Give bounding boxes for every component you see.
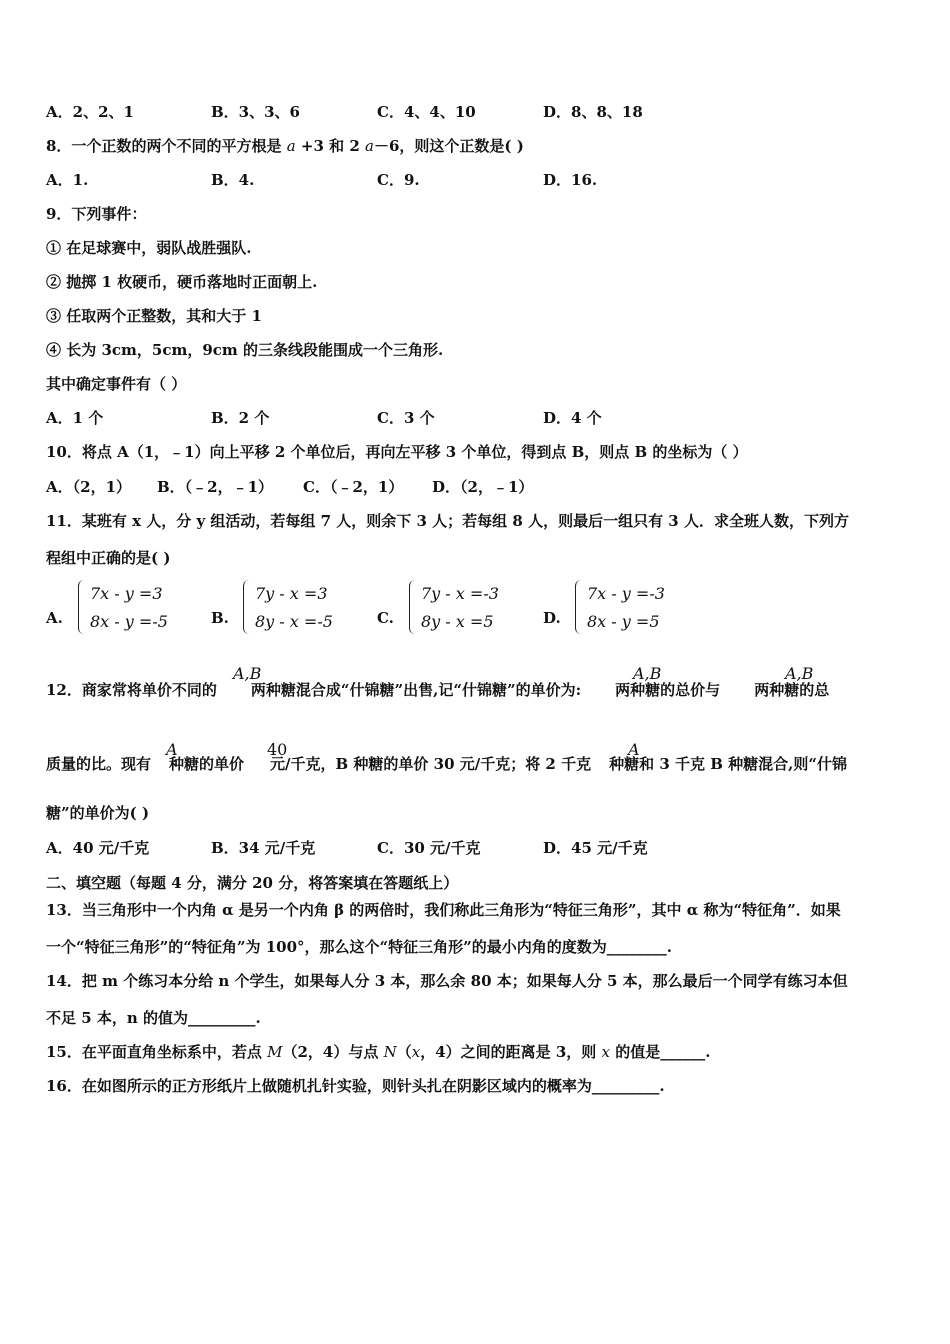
q11-option-b-label: B. (211, 609, 229, 627)
q12-ab-2: A,B (633, 664, 662, 683)
q11-option-c-system: 7y - x =-3 8y - x =5 (409, 580, 487, 636)
q12-option-a: A．40 元/千克 (46, 839, 150, 857)
q10-stem: 10．将点 A（1，﹣1）向上平移 2 个单位后，再向左平移 3 个单位，得到点 B，则点 B 的坐标为（ ） (46, 443, 748, 461)
q11-option-c-label: C. (377, 609, 394, 627)
q9-item-2: ② 抛掷 1 枚硬币，硬币落地时正面朝上. (46, 273, 318, 291)
q12-line1: 12．商家常将单价不同的 两种糖混合成“什锦糖”出售,记“什锦糖”的单价为: 两种糖的总价与 两种糖的总 (46, 681, 830, 699)
q9-item-3: ③ 任取两个正整数，其和大于 1 (46, 307, 262, 325)
q11-stem-line2: 程组中正确的是( ) (46, 549, 171, 567)
q8-option-d: D．16. (543, 171, 598, 189)
q7-option-a: A．2、2、1 (46, 103, 134, 121)
q9-option-b: B．2 个 (211, 409, 270, 427)
q9-option-a: A．1 个 (46, 409, 104, 427)
q11-option-d-system: 7x - y =-3 8x - y =5 (575, 580, 653, 636)
section-2-heading: 二、填空题（每题 4 分，满分 20 分，将答案填在答题纸上） (46, 874, 459, 892)
brace-icon (78, 580, 86, 634)
q14-line1: 14．把 m 个练习本分给 n 个学生，如果每人分 3 本，那么余 80 本；如果每人分 5 本，那么最后一个同学有练习本但 (46, 972, 848, 990)
q11-option-d-label: D. (543, 609, 561, 627)
q14-line2: 不足 5 本，n 的值为_________. (46, 1009, 261, 1027)
q10-option-d: D．（2，﹣1） (432, 478, 534, 496)
q12-a-1: A (166, 740, 178, 759)
brace-icon (575, 580, 583, 634)
q12-option-d: D．45 元/千克 (543, 839, 648, 857)
q9-item-4: ④ 长为 3cm，5cm，9cm 的三条线段能围成一个三角形. (46, 341, 444, 359)
q16-stem: 16．在如图所示的正方形纸片上做随机扎针实验，则针头扎在阴影区域内的概率为_________. (46, 1077, 665, 1095)
q13-line1: 13．当三角形中一个内角 α 是另一个内角 β 的两倍时，我们称此三角形为“特征三角形”，其中 α 称为“特征角”．如果 (46, 901, 841, 919)
q12-line3: 糖”的单价为( ) (46, 804, 150, 822)
q11-option-b-system: 7y - x =3 8y - x =-5 (243, 580, 321, 636)
q15-stem: 15．在平面直角坐标系中，若点 M（2，4）与点 N（x，4）之间的距离是 3，则 x 的值是______. (46, 1043, 711, 1061)
q11-option-a-label: A. (46, 609, 63, 627)
q12-option-b: B．34 元/千克 (211, 839, 316, 857)
q12-ab-3: A,B (785, 664, 814, 683)
brace-icon (243, 580, 251, 634)
q13-line2: 一个“特征三角形”的“特征角”为 100°，那么这个“特征三角形”的最小内角的度数为________. (46, 938, 673, 956)
q12-line2: 质量的比。现有 种糖的单价 元/千克，B 种糖的单价 30 元/千克；将 2 千克 种糖和 3 千克 B 种糖混合,则“什锦 (46, 755, 847, 773)
q10-option-c: C．（﹣2，1） (303, 478, 404, 496)
q12-price-40: 40 (267, 740, 288, 759)
q8-option-a: A．1. (46, 171, 89, 189)
q9-option-c: C．3 个 (377, 409, 435, 427)
q10-option-a: A．（2，1） (46, 478, 132, 496)
q12-ab-1: A,B (233, 664, 262, 683)
q8-option-b: B．4. (211, 171, 255, 189)
brace-icon (409, 580, 417, 634)
q12-a-2: A (628, 740, 640, 759)
q9-question: 其中确定事件有（ ） (46, 375, 187, 393)
q7-option-d: D．8、8、18 (543, 103, 643, 121)
q7-option-c: C．4、4、10 (377, 103, 476, 121)
q9-option-d: D．4 个 (543, 409, 602, 427)
q9-stem: 9．下列事件： (46, 205, 147, 223)
q10-option-b: B．（﹣2，﹣1） (157, 478, 274, 496)
q9-item-1: ① 在足球赛中，弱队战胜强队. (46, 239, 252, 257)
q12-option-c: C．30 元/千克 (377, 839, 481, 857)
q7-option-b: B．3、3、6 (211, 103, 300, 121)
q11-option-a-system: 7x - y =3 8x - y =-5 (78, 580, 156, 636)
q8-option-c: C．9. (377, 171, 420, 189)
q11-stem-line1: 11．某班有 x 人，分 y 组活动，若每组 7 人，则余下 3 人；若每组 8 人，则最后一组只有 3 人．求全班人数，下列方 (46, 512, 849, 530)
q8-stem: 8．一个正数的两个不同的平方根是 a +3 和 2 a－6，则这个正数是( ) (46, 137, 524, 155)
